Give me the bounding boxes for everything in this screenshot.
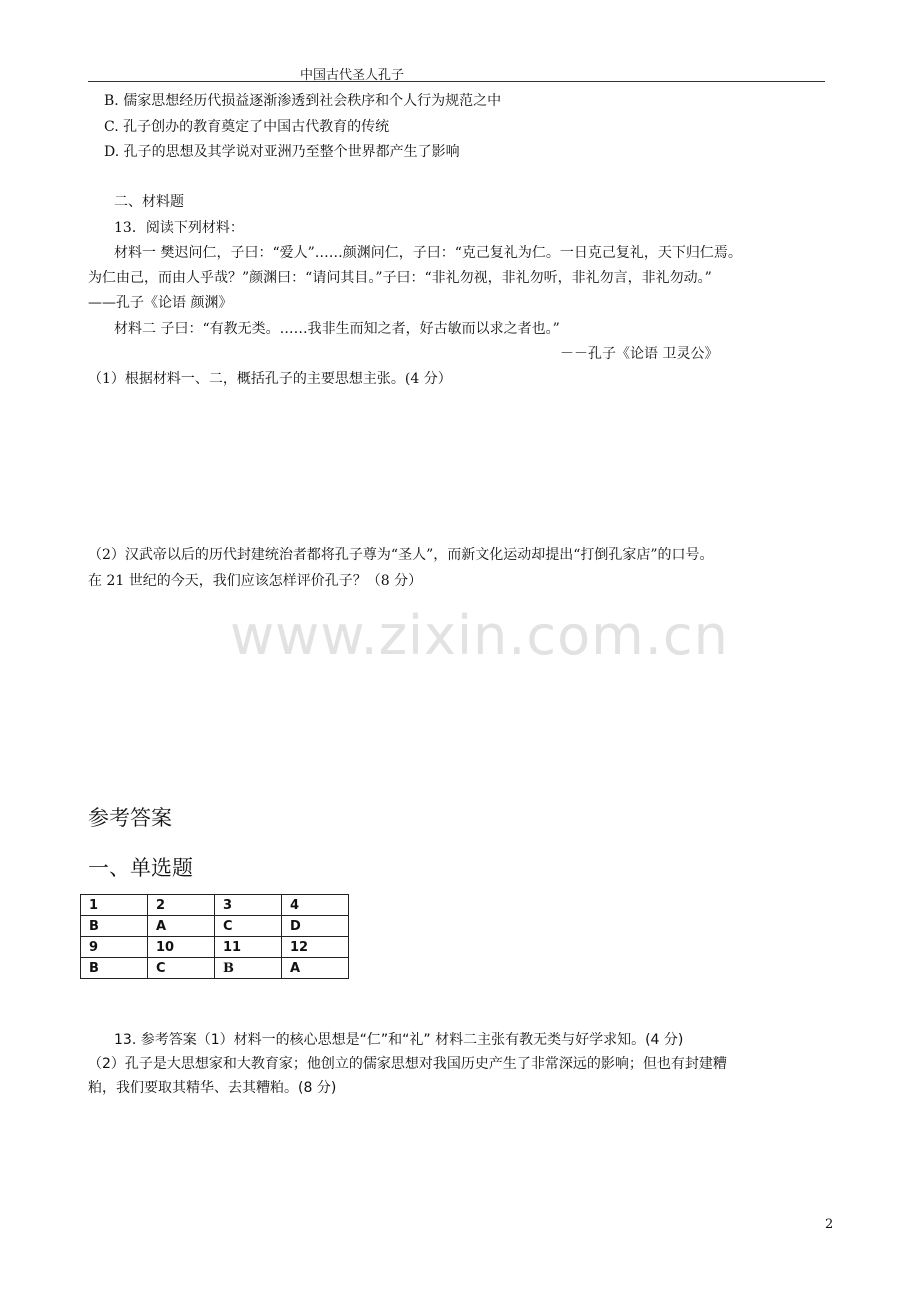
sub-question-1: （1）根据材料一、二，概括孔子的主要思想主张。(4 分） bbox=[88, 371, 452, 387]
table-cell: B bbox=[215, 958, 282, 979]
question-13-intro: 13．阅读下列材料： bbox=[114, 220, 244, 236]
answers-section-single-choice: 一、单选题 bbox=[88, 856, 193, 880]
page-number: 2 bbox=[825, 1217, 834, 1232]
table-cell: 12 bbox=[282, 937, 349, 958]
material-2-source: －－孔子《论语 卫灵公》 bbox=[560, 346, 719, 362]
watermark: www.zixin.com.cn bbox=[230, 604, 729, 667]
table-cell: B bbox=[81, 916, 148, 937]
table-cell: 9 bbox=[81, 937, 148, 958]
answer-13-line-1: 13. 参考答案（1）材料一的核心思想是“仁”和“礼” 材料二主张有教无类与好学求知。(4 分) bbox=[114, 1032, 684, 1048]
answer-table bbox=[80, 894, 349, 979]
table-cell: A bbox=[282, 958, 349, 979]
page-header-title: 中国古代圣人孔子 bbox=[300, 68, 405, 83]
section-heading-materials: 二、材料题 bbox=[114, 194, 184, 210]
option-c: C. 孔子创办的教育奠定了中国古代教育的传统 bbox=[104, 119, 390, 135]
material-1-source: ——孔子《论语 颜渊》 bbox=[88, 295, 233, 311]
answers-title: 参考答案 bbox=[88, 806, 172, 830]
material-1-line-1: 材料一 樊迟问仁，子曰：“爱人”……颜渊问仁，子曰：“克己复礼为仁。一日克己复礼，天下归仁焉。 bbox=[114, 245, 742, 261]
header-rule bbox=[88, 81, 825, 82]
table-row bbox=[81, 937, 349, 958]
table-row bbox=[81, 916, 349, 937]
table-cell: B bbox=[81, 958, 148, 979]
table-cell: 10 bbox=[148, 937, 215, 958]
sub-question-2-line-1: （2）汉武帝以后的历代封建统治者都将孔子尊为“圣人”，而新文化运动却提出“打倒孔家店”的口号。 bbox=[88, 547, 714, 563]
table-cell: C bbox=[148, 958, 215, 979]
table-cell: 3 bbox=[215, 895, 282, 916]
table-cell: A bbox=[148, 916, 215, 937]
table-cell: 1 bbox=[81, 895, 148, 916]
answer-13-line-2: （2）孔子是大思想家和大教育家；他创立的儒家思想对我国历史产生了非常深远的影响；但也有封建糟 bbox=[88, 1056, 727, 1072]
table-cell: 4 bbox=[282, 895, 349, 916]
table-cell: 11 bbox=[215, 937, 282, 958]
table-cell: C bbox=[215, 916, 282, 937]
option-b: B. 儒家思想经历代损益逐渐渗透到社会秩序和个人行为规范之中 bbox=[104, 93, 502, 109]
material-1-line-2: 为仁由己，而由人乎哉？”颜渊曰：“请问其目。”子曰：“非礼勿视，非礼勿听，非礼勿言，非礼勿动。” bbox=[88, 270, 712, 286]
table-row bbox=[81, 895, 349, 916]
table-row bbox=[81, 958, 349, 979]
option-d: D. 孔子的思想及其学说对亚洲乃至整个世界都产生了影响 bbox=[104, 144, 460, 160]
material-2-line-1: 材料二 子曰：“有教无类。……我非生而知之者，好古敏而以求之者也。” bbox=[114, 321, 560, 337]
table-cell: 2 bbox=[148, 895, 215, 916]
answer-13-line-3: 粕，我们要取其精华、去其糟粕。(8 分) bbox=[88, 1080, 337, 1096]
table-cell: D bbox=[282, 916, 349, 937]
sub-question-2-line-2: 在 21 世纪的今天，我们应该怎样评价孔子？（8 分） bbox=[88, 573, 423, 589]
